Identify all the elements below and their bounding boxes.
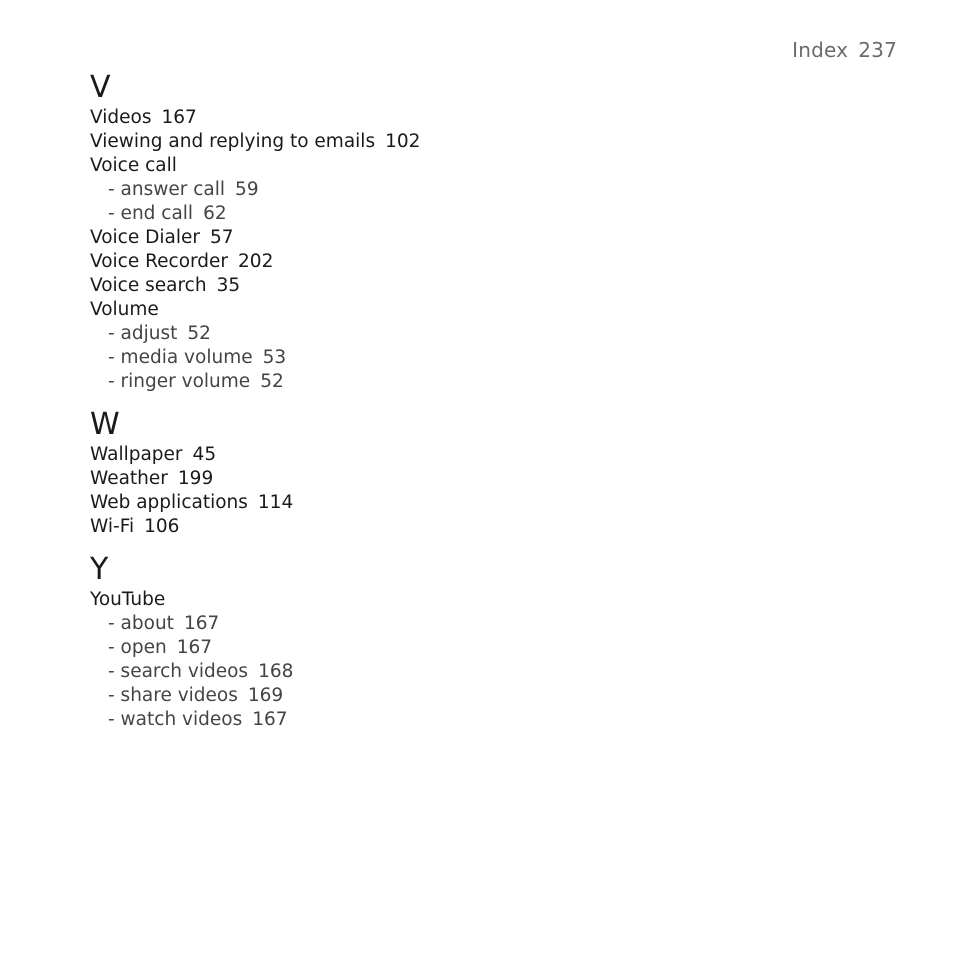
header-page-number: 237 — [858, 38, 897, 62]
header-section-title: Index — [792, 38, 849, 62]
index-subentry — [90, 202, 790, 226]
entry-page-number: 202 — [238, 251, 274, 272]
entry-page-number: 114 — [257, 492, 294, 513]
index-section — [90, 552, 790, 732]
entry-page-number: 52 — [260, 371, 284, 392]
index-entry — [90, 250, 790, 274]
index-subentry — [90, 370, 790, 394]
entry-term: - watch videos — [108, 709, 243, 730]
entry-term: - adjust — [108, 323, 178, 344]
index-entry — [90, 515, 790, 539]
entry-term: Wi-Fi — [90, 516, 135, 537]
entry-page-number: 59 — [235, 179, 259, 200]
entry-term: Web applications — [90, 492, 248, 513]
index-entry — [90, 467, 790, 491]
entry-term: Volume — [90, 299, 159, 320]
index-entry — [90, 491, 790, 515]
section-letter-heading: W — [90, 407, 120, 442]
index-entry — [90, 443, 790, 467]
entry-term: - about — [108, 613, 174, 634]
entry-page-number: 167 — [183, 613, 220, 634]
entry-page-number: 102 — [385, 131, 421, 152]
entry-page-number: 169 — [247, 685, 284, 706]
entry-term: - search videos — [108, 661, 249, 682]
entry-term: Wallpaper — [90, 444, 183, 465]
index-entry — [90, 226, 790, 250]
entry-term: YouTube — [90, 589, 166, 610]
entry-term: - answer call — [108, 179, 226, 200]
entry-page-number: 45 — [192, 444, 217, 465]
index-subentry — [90, 178, 790, 202]
index-entry — [90, 154, 790, 178]
section-letter-heading: V — [90, 70, 111, 105]
entry-term: Weather — [90, 468, 168, 489]
entry-page-number: 199 — [177, 468, 214, 489]
entry-term: Voice Recorder — [90, 251, 229, 272]
entry-page-number: 57 — [209, 227, 234, 248]
index-list — [90, 70, 790, 732]
entry-page-number: 62 — [203, 203, 227, 224]
entry-term: - ringer volume — [108, 371, 251, 392]
index-entry — [90, 274, 790, 298]
entry-term: - open — [108, 637, 167, 658]
entry-term: Voice Dialer — [90, 227, 200, 248]
index-entry — [90, 588, 790, 612]
index-subentry — [90, 636, 790, 660]
entry-page-number: 106 — [144, 516, 180, 537]
entry-term: Videos — [90, 107, 152, 128]
index-subentry — [90, 322, 790, 346]
entry-term: Voice call — [90, 155, 177, 176]
index-subentry — [90, 708, 790, 732]
entry-page-number: 167 — [161, 107, 197, 128]
page-header — [792, 38, 897, 62]
index-entry — [90, 130, 790, 154]
entry-term: Voice search — [90, 275, 207, 296]
section-letter-heading: Y — [90, 552, 109, 587]
index-entry — [90, 106, 790, 130]
entry-page-number: 167 — [176, 637, 213, 658]
index-section — [90, 407, 790, 539]
entry-term: - media volume — [108, 347, 253, 368]
entry-term: - end call — [108, 203, 194, 224]
entry-term: Viewing and replying to emails — [90, 131, 376, 152]
entry-page-number: 35 — [216, 275, 241, 296]
entry-page-number: 168 — [258, 661, 294, 682]
index-subentry — [90, 660, 790, 684]
entry-term: - share videos — [108, 685, 238, 706]
entry-page-number: 53 — [262, 347, 287, 368]
entry-page-number: 167 — [252, 709, 288, 730]
index-subentry — [90, 612, 790, 636]
index-entry — [90, 298, 790, 322]
index-subentry — [90, 684, 790, 708]
entry-page-number: 52 — [187, 323, 211, 344]
index-subentry — [90, 346, 790, 370]
index-section — [90, 70, 790, 394]
